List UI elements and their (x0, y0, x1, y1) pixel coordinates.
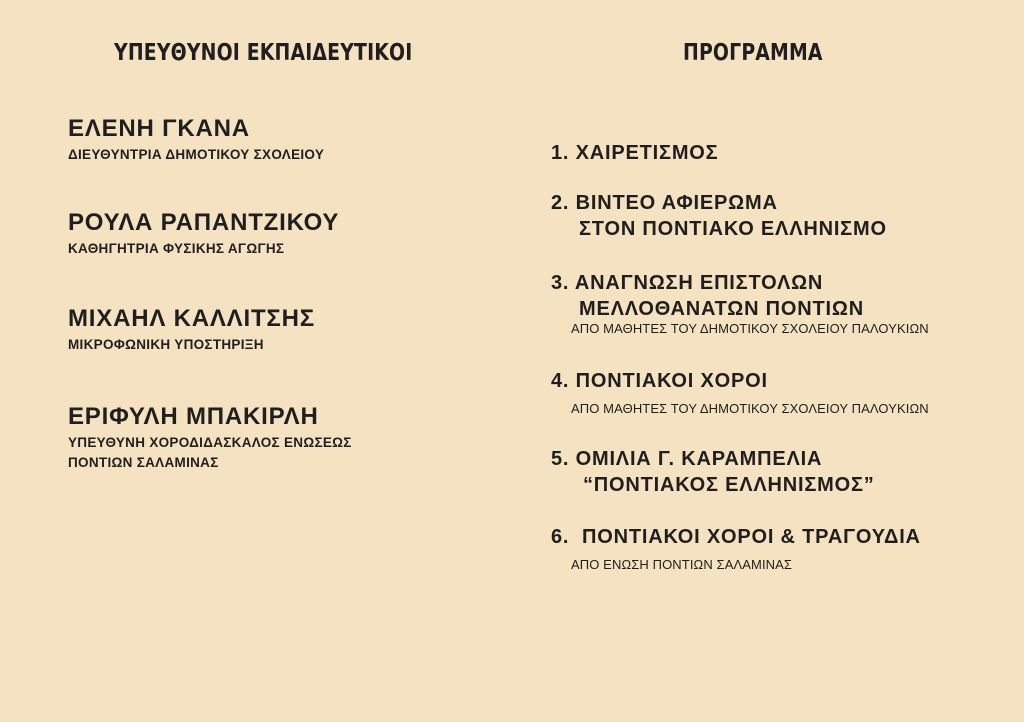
program-item (551, 270, 929, 338)
person-role: ΜΙΚΡΟΦΩΝΙΚΗ ΥΠΟΣΤΗΡΙΞΗ (68, 337, 264, 352)
person-role: ΥΠΕΥΘΥΝΗ ΧΟΡΟΔΙΔΑΣΚΑΛΟΣ ΕΝΩΣΕΩΣ (68, 435, 352, 450)
person-name: ΜΙΧΑΗΛ ΚΑΛΛΙΤΣΗΣ (68, 305, 315, 332)
program-item-line: 1. ΧΑΙΡΕΤΙΣΜΟΣ (551, 142, 719, 164)
program-item (551, 368, 929, 418)
right-column-title: ΠΡΟΓΡΑΜΜΑ (683, 40, 823, 66)
person-role: ΚΑΘΗΓΗΤΡΙΑ ΦΥΣΙΚΗΣ ΑΓΩΓΗΣ (68, 241, 285, 256)
program-item-line: 3. ΑΝΑΓΝΩΣΗ ΕΠΙΣΤΟΛΩΝ (551, 272, 824, 294)
person-name: ΕΡΙΦΥΛΗ ΜΠΑΚΙΡΛΗ (68, 403, 319, 430)
program-item-line: 5. ΟΜΙΛΙΑ Γ. ΚΑΡΑΜΠΕΛΙΑ (551, 448, 823, 470)
program-item-line: 4. ΠΟΝΤΙΑΚΟΙ ΧΟΡΟΙ (551, 370, 768, 392)
person-block (68, 115, 324, 165)
person-block (68, 209, 339, 259)
program-item (551, 446, 875, 498)
program-item-line: 6. ΠΟΝΤΙΑΚΟΙ ΧΟΡΟΙ & ΤΡΑΓΟΥΔΙΑ (551, 526, 921, 548)
left-column-title: ΥΠΕΥΘΥΝΟΙ ΕΚΠΑΙΔΕΥΤΙΚΟΙ (114, 40, 413, 66)
program-item-line: ΣΤΟΝ ΠΟΝΤΙΑΚΟ ΕΛΛΗΝΙΣΜΟ (579, 218, 887, 240)
person-role: ΠΟΝΤΙΩΝ ΣΑΛΑΜΙΝΑΣ (68, 455, 219, 470)
program-item-note: ΑΠΟ ΕΝΩΣΗ ΠΟΝΤΙΩΝ ΣΑΛΑΜΙΝΑΣ (571, 557, 793, 572)
person-name: ΕΛΕΝΗ ΓΚΑΝΑ (68, 115, 250, 142)
program-item-note: ΑΠΟ ΜΑΘΗΤΕΣ ΤΟΥ ΔΗΜΟΤΙΚΟΥ ΣΧΟΛΕΙΟΥ ΠΑΛΟΥΚΙΩΝ (571, 321, 929, 336)
program-item (551, 190, 887, 242)
program-item-line: 2. ΒΙΝΤΕΟ ΑΦΙΕΡΩΜΑ (551, 192, 778, 214)
program-item (551, 140, 718, 166)
person-block (68, 305, 315, 355)
person-block (68, 403, 352, 473)
person-role: ΔΙΕΥΘΥΝΤΡΙΑ ΔΗΜΟΤΙΚΟΥ ΣΧΟΛΕΙΟΥ (68, 147, 325, 162)
program-item-line: “ΠΟΝΤΙΑΚΟΣ ΕΛΛΗΝΙΣΜΟΣ” (583, 474, 875, 496)
program-item (551, 524, 921, 574)
person-name: ΡΟΥΛΑ ΡΑΠΑΝΤΖΙΚΟΥ (68, 209, 340, 236)
program-item-line: ΜΕΛΛΟΘΑΝΑΤΩΝ ΠΟΝΤΙΩΝ (579, 298, 864, 320)
program-item-note: ΑΠΟ ΜΑΘΗΤΕΣ ΤΟΥ ΔΗΜΟΤΙΚΟΥ ΣΧΟΛΕΙΟΥ ΠΑΛΟΥΚΙΩΝ (571, 401, 929, 416)
